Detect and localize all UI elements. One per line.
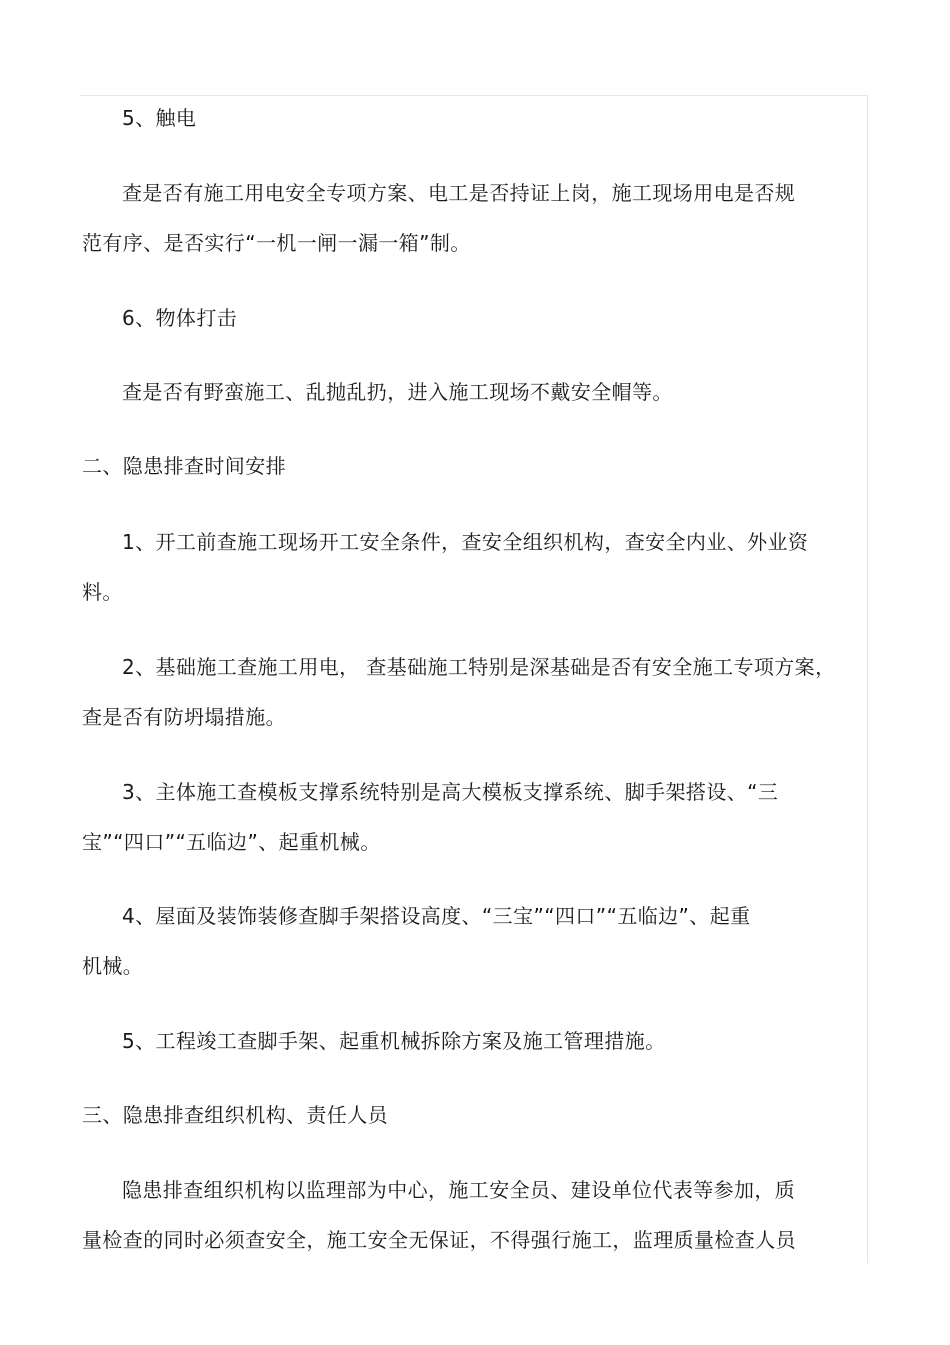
paragraph-line: 1、开工前查施工现场开工安全条件，查安全组织机构，查安全内业、外业资: [122, 530, 809, 554]
paragraph-line: 量检查的同时必须查安全，施工安全无保证，不得强行施工，监理质量检查人员: [82, 1228, 796, 1252]
paragraph-line: 3、主体施工查模板支撑系统特别是高大模板支撑系统、脚手架搭设、“三: [122, 780, 779, 804]
paragraph-line: 2、基础施工查施工用电， 查基础施工特别是深基础是否有安全施工专项方案，: [122, 655, 836, 679]
paragraph-line: 宝”“四口”“五临边”、起重机械。: [82, 830, 381, 854]
paragraph-line: 机械。: [82, 954, 144, 978]
paragraph-line: 查是否有野蛮施工、乱抛乱扔，进入施工现场不戴安全帽等。: [122, 380, 673, 404]
paragraph-line: 隐患排查组织机构以监理部为中心，施工安全员、建设单位代表等参加，质: [122, 1178, 796, 1202]
heading-electric-shock: 5、触电: [122, 106, 197, 130]
paragraph-line: 范有序、是否实行“一机一闸一漏一箱”制。: [82, 231, 471, 255]
paragraph-line: 查是否有施工用电安全专项方案、电工是否持证上岗，施工现场用电是否规: [122, 181, 796, 205]
section-heading-schedule: 二、隐患排查时间安排: [82, 454, 286, 478]
section-heading-organization: 三、隐患排查组织机构、责任人员: [82, 1103, 388, 1127]
paragraph-line: 查是否有防坍塌措施。: [82, 705, 286, 729]
heading-object-strike: 6、物体打击: [122, 306, 238, 330]
paragraph-line: 料。: [82, 580, 123, 604]
paragraph-line: 5、工程竣工查脚手架、起重机械拆除方案及施工管理措施。: [122, 1029, 666, 1053]
paragraph-line: 4、屋面及装饰装修查脚手架搭设高度、“三宝”“四口”“五临边”、起重: [122, 904, 751, 928]
